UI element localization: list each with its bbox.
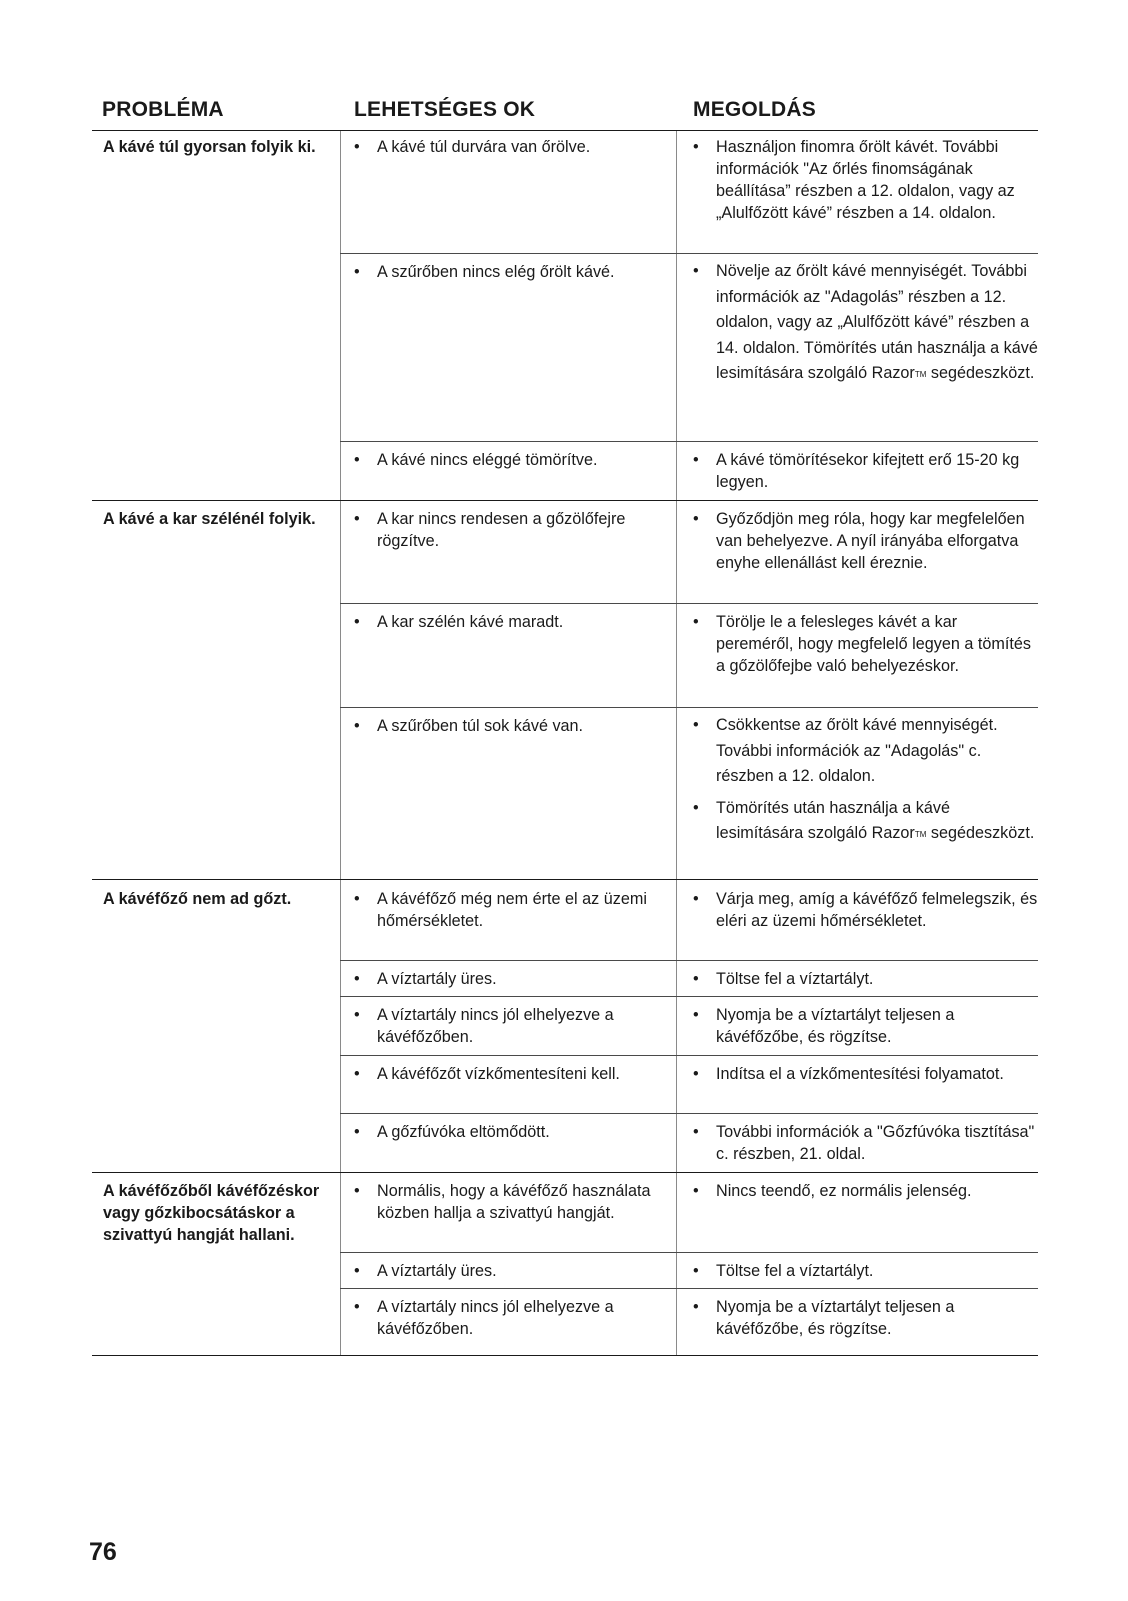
- cause-text: A víztartály nincs jól elhelyezve a kávéfőzőben.: [377, 1006, 614, 1046]
- row-divider: [340, 1288, 1038, 1289]
- solution-text: Növelje az őrölt kávé mennyiségét. További információk az "Adagolás” részben a 12. oldalon, vagy az „Alulfőzött kávé” részben a 14. oldalon. Tömörítés után használja a kávé lesimítására szolgáló Razor: [716, 262, 1038, 383]
- cause-text: A víztartály nincs jól elhelyezve a kávéfőzőben.: [377, 1298, 614, 1338]
- cause-text: A kávéfőző még nem érte el az üzemi hőmérsékletet.: [377, 890, 647, 930]
- solution-item: [693, 968, 1038, 990]
- cause-item: [354, 1004, 664, 1048]
- cause-text: A szűrőben túl sok kávé van.: [377, 717, 584, 735]
- cause-item: [354, 611, 664, 633]
- bullet-icon: •: [693, 1123, 699, 1141]
- bullet-icon: •: [693, 1182, 699, 1200]
- bullet-icon: •: [693, 138, 699, 156]
- bullet-icon: •: [693, 262, 699, 280]
- bullet-icon: •: [354, 717, 360, 735]
- bullet-icon: •: [354, 138, 360, 156]
- cause-item: [354, 261, 664, 283]
- group-divider: [92, 500, 1038, 501]
- cause-text: A víztartály üres.: [377, 1262, 497, 1280]
- solution-text-tail: segédeszközt.: [930, 364, 1035, 383]
- bullet-icon: •: [354, 510, 360, 528]
- bullet-icon: •: [693, 1006, 699, 1024]
- group-divider: [92, 1172, 1038, 1173]
- bullet-icon: •: [354, 263, 360, 281]
- cause-text: A kar szélén kávé maradt.: [377, 613, 564, 631]
- solution-item: [693, 1296, 1038, 1340]
- solution-item: [693, 1260, 1038, 1282]
- solution-text: Töltse fel a víztartályt.: [716, 970, 874, 988]
- solution-item: [693, 508, 1038, 574]
- bullet-icon: •: [354, 970, 360, 988]
- cause-text: A kávéfőzőt vízkőmentesíteni kell.: [377, 1065, 620, 1083]
- solution-text: Nincs teendő, ez normális jelenség.: [716, 1182, 972, 1200]
- trademark-mark: TM: [914, 370, 927, 380]
- solution-item: [693, 259, 1038, 388]
- cause-item: [354, 968, 664, 990]
- bullet-icon: •: [693, 1065, 699, 1083]
- solution-item: [693, 1063, 1038, 1085]
- problem-text: A kávé a kar szélénél folyik.: [103, 510, 316, 528]
- bullet-icon: •: [354, 451, 360, 469]
- cause-item: [354, 1121, 664, 1143]
- cause-text: A kávé nincs eléggé tömörítve.: [377, 451, 598, 469]
- table-header: [92, 96, 1038, 131]
- row-divider: [340, 441, 1038, 442]
- bullet-icon: •: [354, 613, 360, 631]
- bullet-icon: •: [354, 1298, 360, 1316]
- solution-item: [693, 449, 1038, 493]
- cause-item: [354, 136, 664, 158]
- problem-text: A kávéfőző nem ad gőzt.: [103, 890, 292, 908]
- problem-text: A kávé túl gyorsan folyik ki.: [103, 138, 316, 156]
- solution-text: Használjon finomra őrölt kávét. További információk "Az őrlés finomságának beállítása” részben a 12. oldalon, vagy az „Alulfőzött kávé” részben a 14. oldalon.: [716, 138, 1015, 222]
- cause-item: [354, 1296, 664, 1340]
- solution-text: Csökkentse az őrölt kávé mennyiségét. További információk az "Adagolás" c. részben a 12. oldalon.: [716, 716, 998, 786]
- solution-item: [693, 136, 1038, 224]
- header-problem: PROBLÉMA: [102, 98, 224, 121]
- solution-text: Nyomja be a víztartályt teljesen a kávéfőzőbe, és rögzítse.: [716, 1006, 955, 1046]
- row-divider: [340, 996, 1038, 997]
- cause-item: [354, 508, 664, 552]
- row-divider: [340, 603, 1038, 604]
- solution-text: Töltse fel a víztartályt.: [716, 1262, 874, 1280]
- solution-text: Indítsa el a vízkőmentesítési folyamatot.: [716, 1065, 1004, 1083]
- cause-text: A víztartály üres.: [377, 970, 497, 988]
- row-divider: [340, 253, 1038, 254]
- solution-item: [693, 713, 1038, 848]
- solution-text: Várja meg, amíg a kávéfőző felmelegszik, és eléri az üzemi hőmérsékletet.: [716, 890, 1038, 930]
- problem-text: A kávéfőzőből kávéfőzéskor vagy gőzkibocsátáskor a szivattyú hangját hallani.: [103, 1182, 320, 1244]
- bullet-icon: •: [693, 613, 699, 631]
- bullet-icon: •: [354, 1262, 360, 1280]
- group-divider: [92, 879, 1038, 880]
- solution-text: Tömörítés után használja a kávé lesimítására szolgáló Razor: [716, 798, 950, 843]
- bullet-icon: •: [693, 798, 699, 817]
- cause-text: A szűrőben nincs elég őrölt kávé.: [377, 263, 615, 281]
- bullet-icon: •: [693, 1298, 699, 1316]
- cause-item: [354, 449, 664, 471]
- page-number: 76: [89, 1538, 117, 1566]
- solution-text: További információk a "Gőzfúvóka tisztítása" c. részben, 21. oldal.: [716, 1123, 1035, 1163]
- header-cause: LEHETSÉGES OK: [354, 98, 536, 121]
- bullet-icon: •: [693, 510, 699, 528]
- bullet-icon: •: [354, 1182, 360, 1200]
- row-divider: [340, 707, 1038, 708]
- row-divider: [340, 1113, 1038, 1114]
- trademark-mark: TM: [914, 830, 927, 840]
- solution-item: [693, 1180, 1038, 1202]
- row-divider: [340, 1055, 1038, 1056]
- solution-text: A kávé tömörítésekor kifejtett erő 15-20 kg legyen.: [716, 451, 1020, 491]
- bullet-icon: •: [693, 1262, 699, 1280]
- table-bottom-border: [92, 1355, 1038, 1356]
- solution-text: Győződjön meg róla, hogy kar megfelelően van behelyezve. A nyíl irányába elforgatva enyhe ellenállást kell éreznie.: [716, 510, 1025, 572]
- bullet-icon: •: [354, 1006, 360, 1024]
- solution-text: Nyomja be a víztartályt teljesen a kávéfőzőbe, és rögzítse.: [716, 1298, 955, 1338]
- bullet-icon: •: [354, 890, 360, 908]
- bullet-icon: •: [693, 716, 699, 734]
- cause-item: [354, 1260, 664, 1282]
- bullet-icon: •: [693, 970, 699, 988]
- bullet-icon: •: [693, 890, 699, 908]
- row-divider: [340, 960, 1038, 961]
- cause-item: [354, 715, 664, 737]
- cause-text: A kávé túl durvára van őrölve.: [377, 138, 591, 156]
- cause-text: Normális, hogy a kávéfőző használata közben hallja a szivattyú hangját.: [377, 1182, 651, 1222]
- cause-text: A gőzfúvóka eltömődött.: [377, 1123, 550, 1141]
- cause-item: [354, 1180, 664, 1224]
- row-divider: [340, 1252, 1038, 1253]
- solution-item: [693, 611, 1038, 677]
- solution-item: [693, 1004, 1038, 1048]
- cause-text: A kar nincs rendesen a gőzölőfejre rögzítve.: [377, 510, 626, 550]
- bullet-icon: •: [354, 1065, 360, 1083]
- header-solution: MEGOLDÁS: [693, 98, 816, 121]
- bullet-icon: •: [354, 1123, 360, 1141]
- cause-item: [354, 1063, 664, 1085]
- solution-item: [693, 1121, 1038, 1165]
- cause-item: [354, 888, 664, 932]
- bullet-icon: •: [693, 451, 699, 469]
- solution-text-tail: segédeszközt.: [930, 824, 1035, 843]
- solution-item: [693, 888, 1038, 932]
- solution-text: Törölje le a felesleges kávét a kar pereméről, hogy megfelelő legyen a tömítés a gőzölőfejbe való behelyezéskor.: [716, 613, 1031, 675]
